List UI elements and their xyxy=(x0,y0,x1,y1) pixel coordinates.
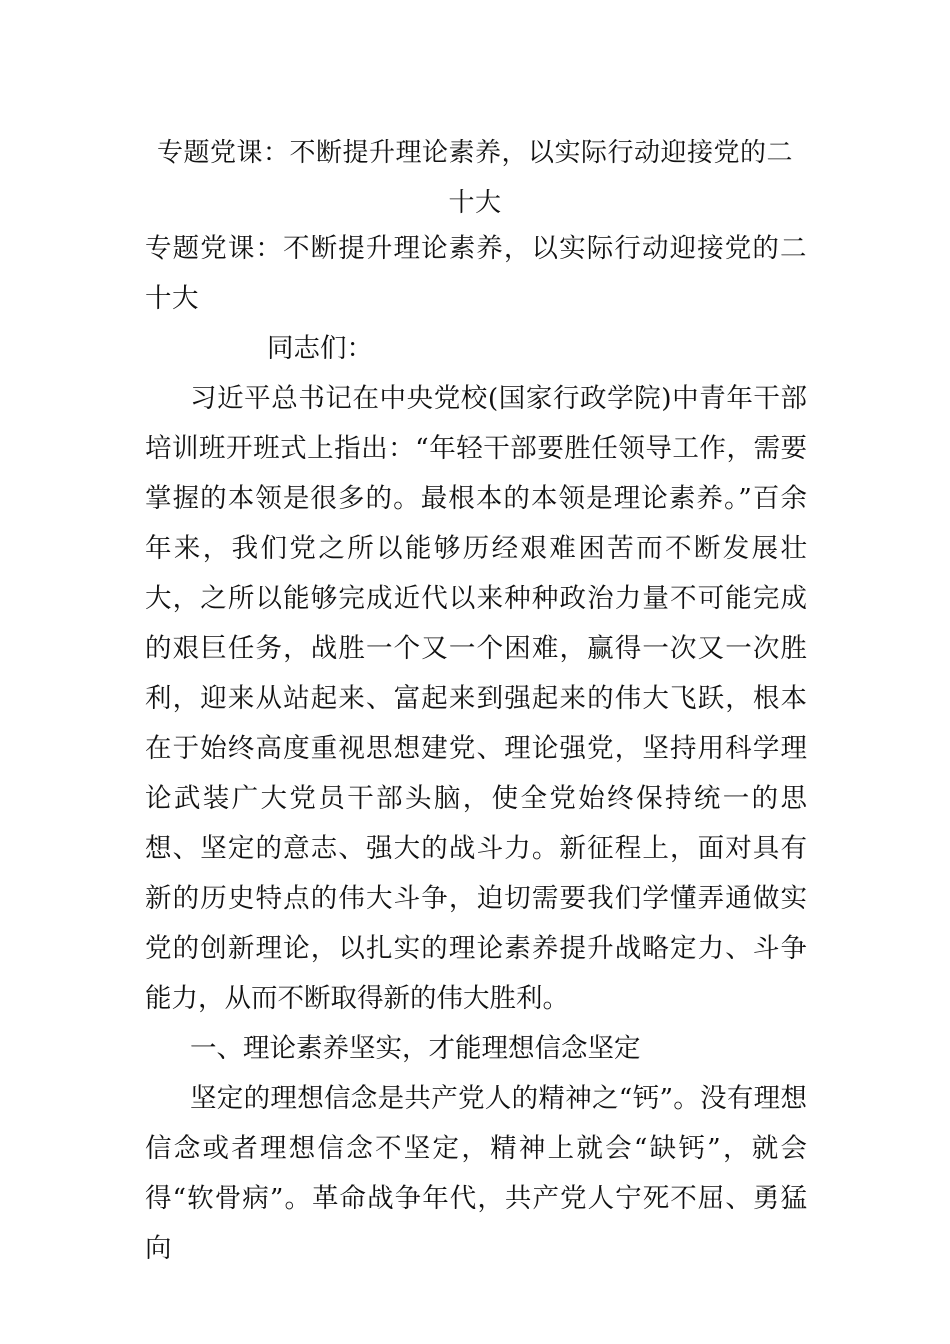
document-title: 专题党课：不断提升理论素养，以实际行动迎接党的二十大 xyxy=(156,138,793,218)
intro-paragraph: 习近平总书记在中央党校(国家行政学院)中青年干部培训班开班式上指出：“年轻干部要胜任领导工作，需要掌握的本领是很多的。最根本的本领是理论素养。”百余年来，我们党之所以能够历经艰难困苦而不断发展壮大，之所以能够完成近代以来种种政治力量不可能完成的艰巨任务，战胜一个又一个困难，赢得一次又一次胜利，迎来从站起来、富起来到强起来的伟大飞跃，根本在于始终高度重视思想建党、理论强党，坚持用科学理论武装广大党员干部头脑，使全党始终保持统一的思想、坚定的意志、强大的战斗力。新征程上，面对具有新的历史特点的伟大斗争，迫切需要我们学懂弄通做实党的创新理论，以扎实的理论素养提升战略定力、斗争能力，从而不断取得新的伟大胜利。 xyxy=(145,383,807,1014)
document-body xyxy=(145,224,807,1274)
salutation: 同志们： xyxy=(267,333,373,364)
section-paragraph: 坚定的理想信念是共产党人的精神之“钙”。没有理想信念或者理想信念不坚定，精神上就会“缺钙”，就会得“软骨病”。革命战争年代，共产党人宁死不屈、勇猛向 xyxy=(145,1083,807,1264)
section-heading: 一、理论素养坚实，才能理想信念坚定 xyxy=(190,1033,641,1064)
document-subtitle: 专题党课：不断提升理论素养，以实际行动迎接党的二十大 xyxy=(145,233,807,314)
